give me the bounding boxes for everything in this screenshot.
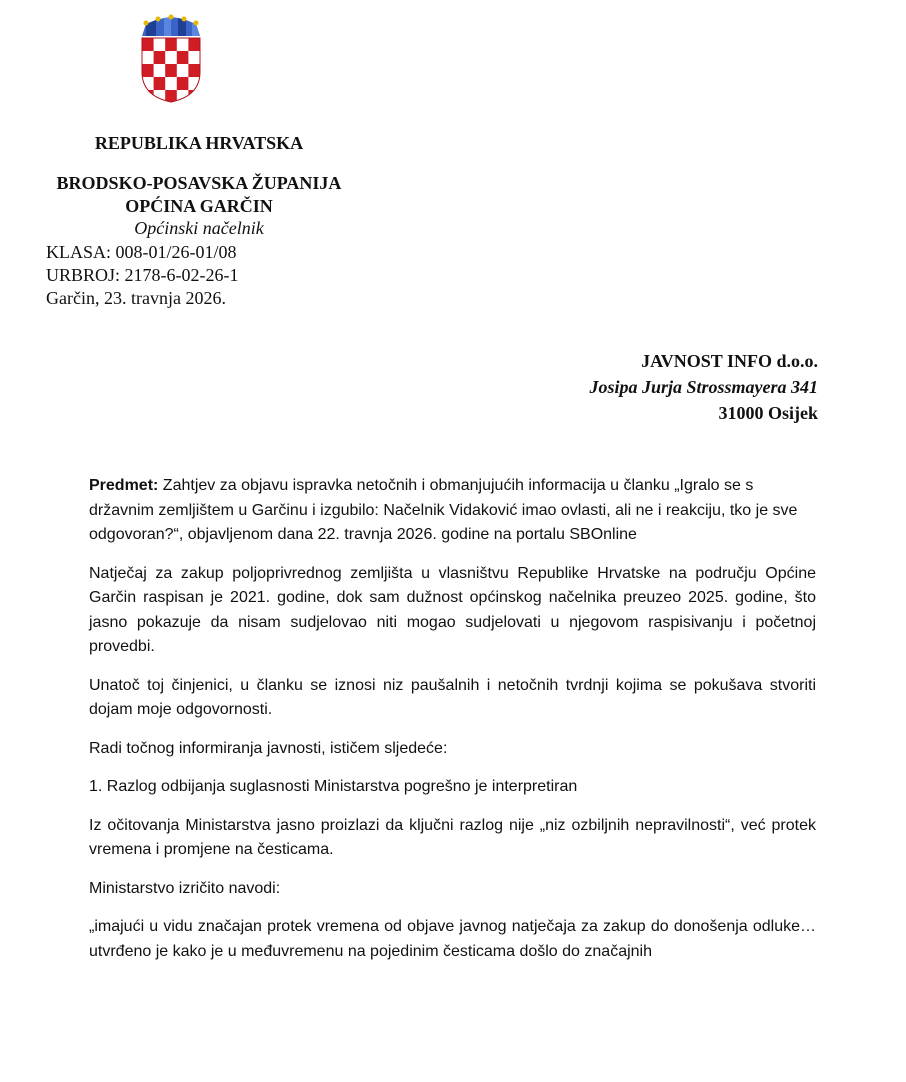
place-date: Garčin, 23. travnja 2026.: [46, 288, 226, 308]
recipient-address: [589, 348, 818, 426]
office-heading: Općinski načelnik: [134, 218, 264, 238]
republic-heading: REPUBLIKA HRVATSKA: [94, 133, 304, 153]
subject-text: Zahtjev za objavu ispravka netočnih i obmanjujućih informacija u članku „Igralo se s državnim zemljištem u Garčinu i izgubilo: Načelnik Vidaković imao ovlasti, ali ne i reakciju, tko je sve odgovoran?“, objavljenom dana 22. travnja 2026. godine na portalu SBOnline: [89, 477, 798, 543]
recipient-street: Josipa Jurja Strossmayera 341: [589, 377, 818, 397]
paragraph-2: Unatoč toj činjenici, u članku se iznosi niz paušalnih i netočnih tvrdnji kojima se pokušava stvoriti dojam moje odgovornosti.: [89, 676, 816, 718]
croatian-coat-of-arms-icon: [136, 14, 206, 104]
quote-paragraph: „imajući u vidu značajan protek vremena od objave javnog natječaja za zakup do donošenja odluke… utvrđeno je kako je u međuvremenu na pojedinim česticama došlo do značajnih: [89, 918, 816, 960]
paragraph-6: Ministarstvo izričito navodi:: [89, 879, 281, 897]
urbroj-reference: URBROJ: 2178-6-02-26-1: [46, 265, 239, 285]
point-1-heading: 1. Razlog odbijanja suglasnosti Ministarstva pogrešno je interpretiran: [89, 778, 578, 795]
municipality-heading: OPĆINA GARČIN: [125, 196, 273, 216]
paragraph-5: Iz očitovanja Ministarstva jasno proizlazi da ključni razlog nije „niz ozbiljnih nepravilnosti“, već protek vremena i promjene na česticama.: [89, 816, 816, 858]
paragraph-1: Natječaj za zakup poljoprivrednog zemljišta u vlasništvu Republike Hrvatske na području Općine Garčin raspisan je 2021. godine, dok sam dužnost općinskog načelnika preuzeo 2025. godine, što jasno pokazuje da nisam sudjelovao niti mogao sudjelovati u njegovom raspisivanju i početnoj provedbi.: [89, 564, 816, 655]
subject-label: Predmet:: [89, 477, 159, 494]
county-heading: BRODSKO-POSAVSKA ŽUPANIJA: [56, 173, 342, 193]
klasa-reference: KLASA: 008-01/26-01/08: [46, 242, 237, 262]
subject-paragraph: [89, 474, 816, 548]
paragraph-3: Radi točnog informiranja javnosti, ističem sljedeće:: [89, 739, 448, 757]
letter-body: [89, 474, 816, 978]
recipient-city: 31000 Osijek: [718, 403, 818, 423]
recipient-name: JAVNOST INFO d.o.o.: [641, 351, 818, 371]
